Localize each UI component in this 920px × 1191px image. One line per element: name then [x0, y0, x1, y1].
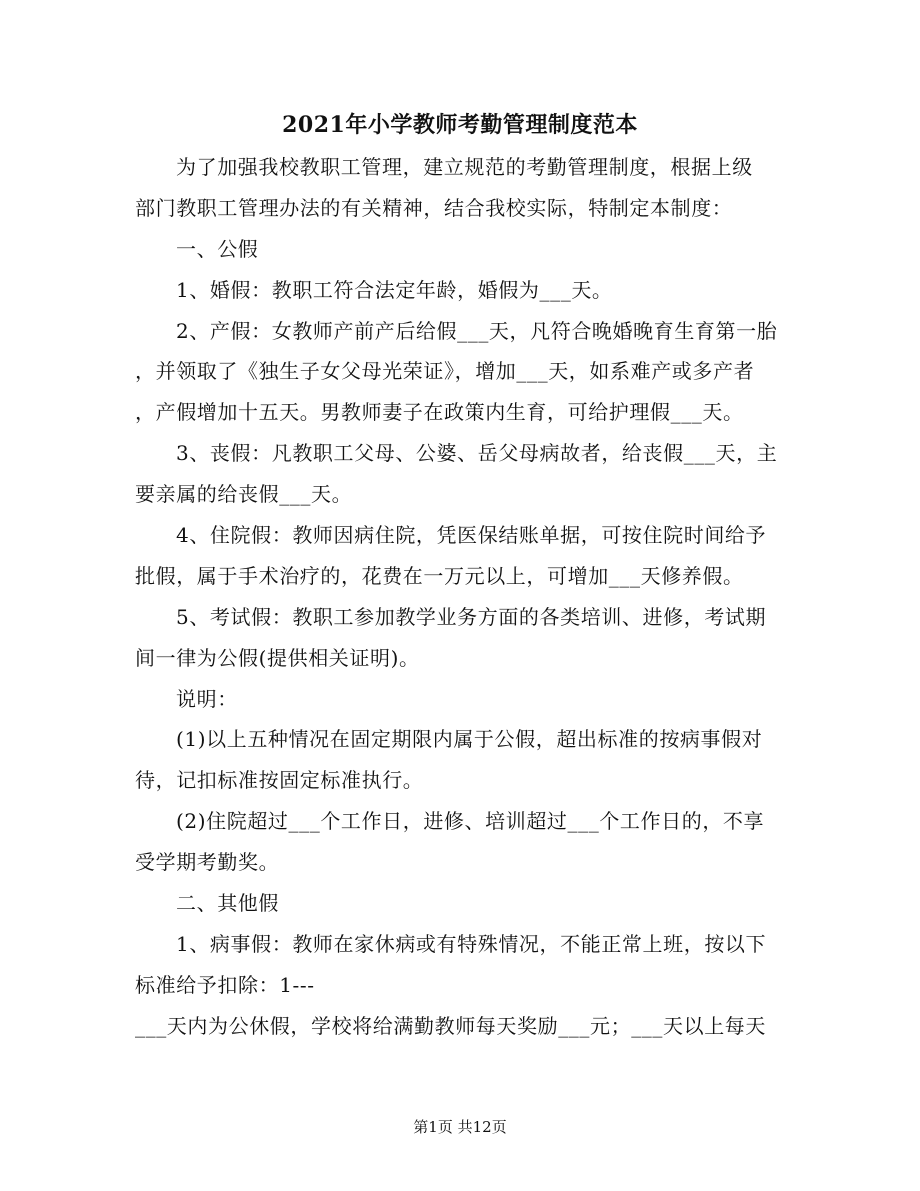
text-line: 说明：	[176, 686, 238, 711]
text-line: 部门教职工管理办法的有关精神，结合我校实际，特制定本制度：	[135, 195, 733, 220]
text-line: 1、病事假：教师在家休病或有特殊情况，不能正常上班，按以下	[176, 931, 767, 956]
text-line: 为了加强我校教职工管理，建立规范的考勤管理制度，根据上级	[176, 155, 753, 179]
text-line: 2、产假：女教师产前产后给假___天，凡符合晚婚晚育生育第一胎	[176, 318, 778, 343]
text-line: 二、其他假	[176, 891, 279, 916]
text-line: 5、考试假：教职工参加教学业务方面的各类培训、进修，考试期	[176, 604, 767, 629]
text-line: 4、住院假：教师因病住院，凭医保结账单据，可按住院时间给予	[176, 523, 767, 548]
text-line: 要亲属的给丧假___天。	[135, 482, 353, 507]
document-body	[135, 147, 785, 1047]
text-line: (1)以上五种情况在固定期限内属于公假，超出标准的按病事假对	[176, 727, 763, 752]
document-title: 2021年小学教师考勤管理制度范本	[282, 112, 638, 138]
text-line: ，并领取了《独生子女父母光荣证》，增加___天，如系难产或多产者	[135, 359, 755, 384]
text-line: 待，记扣标准按固定标准执行。	[135, 768, 424, 793]
text-line: 3、丧假：凡教职工父母、公婆、岳父母病故者，给丧假___天，主	[176, 441, 778, 466]
text-line: 受学期考勤奖。	[135, 850, 280, 875]
text-line: 1、婚假：教职工符合法定年龄，婚假为___天。	[176, 277, 613, 302]
text-line: (2)住院超过___个工作日，进修、培训超过___个工作日的，不享	[176, 809, 765, 834]
text-line: 标准给予扣除：1---	[135, 972, 315, 997]
text-line: 批假，属于手术治疗的，花费在一万元以上，可增加___天修养假。	[135, 563, 744, 588]
text-line: 间一律为公假(提供相关证明)。	[135, 645, 420, 670]
text-line: 一、公假	[176, 236, 259, 261]
text-line: ，产假增加十五天。男教师妻子在政策内生育，可给护理假___天。	[135, 400, 744, 425]
text-line: ___天内为公休假，学校将给满勤教师每天奖励___元；___天以上每天	[135, 1013, 766, 1038]
page-number: 第1页 共12页	[413, 1118, 507, 1136]
